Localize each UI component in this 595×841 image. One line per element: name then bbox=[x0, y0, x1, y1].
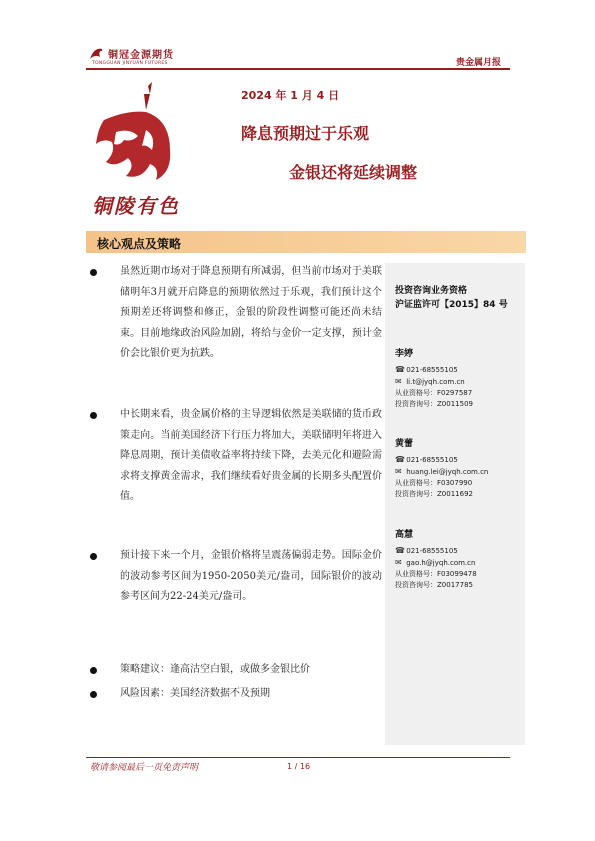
bullet-dot bbox=[90, 553, 97, 560]
report-type: 贵金属月报 bbox=[456, 58, 502, 68]
analyst-qualification-no: 从业资格号：F03099478 bbox=[395, 570, 477, 578]
analyst-phone: 021-68555105 bbox=[406, 366, 458, 374]
header-divider bbox=[86, 68, 510, 70]
analyst-name: 黄蕾 bbox=[395, 439, 414, 449]
analyst-qualification-no: 从业资格号：F0297587 bbox=[395, 389, 473, 397]
analyst-email[interactable]: li.t@jyqh.com.cn bbox=[406, 378, 465, 386]
analyst-email[interactable]: huang.lei@jyqh.com.cn bbox=[406, 468, 489, 476]
qualification-license: 沪证监许可【2015】84 号 bbox=[395, 300, 508, 310]
phone-icon: ☎ bbox=[395, 365, 405, 374]
email-icon: ✉ bbox=[395, 467, 402, 476]
company-logo bbox=[88, 44, 188, 68]
bullet-dot bbox=[90, 412, 97, 419]
logo-subtitle: TONGGUAN JINYUAN FUTURES bbox=[92, 61, 168, 66]
bullet-dot bbox=[90, 667, 97, 674]
page-number: 1 / 16 bbox=[287, 762, 311, 771]
analyst-invest-no: 投资咨询号：Z0017785 bbox=[395, 581, 473, 589]
email-icon: ✉ bbox=[395, 377, 402, 386]
brand-calligraphy: 铜陵有色 bbox=[92, 194, 180, 218]
bullet-dot bbox=[90, 269, 97, 276]
analyst-phone: 021-68555105 bbox=[406, 456, 458, 464]
analyst-qualification-no: 从业资格号：F0307990 bbox=[395, 479, 473, 487]
logo-text: 铜冠金源期货 bbox=[108, 50, 174, 61]
phone-icon: ☎ bbox=[395, 546, 405, 555]
analyst-name: 李婷 bbox=[395, 349, 414, 359]
qualification-title: 投资咨询业务资格 bbox=[395, 286, 468, 296]
analyst-card bbox=[395, 527, 477, 591]
analyst-name: 高慧 bbox=[395, 530, 414, 540]
bullet-dot bbox=[90, 691, 97, 698]
analyst-invest-no: 投资咨询号：Z0011692 bbox=[395, 490, 473, 498]
brand-artwork bbox=[86, 80, 196, 230]
bullet-text: 预计接下来一个月，金银价格将呈震荡偏弱走势。国际金价的波动参考区间为1950-2050美元/盎司，国际银价的波动参考区间为22-24美元/盎司。 bbox=[120, 550, 382, 603]
report-title-line2: 金银还将延续调整 bbox=[289, 163, 418, 182]
analyst-sidebar bbox=[385, 263, 525, 745]
section-title: 核心观点及策略 bbox=[97, 237, 182, 251]
bullet-text: 风险因素：美国经济数据不及预期 bbox=[120, 688, 270, 699]
analyst-phone: 021-68555105 bbox=[406, 547, 458, 555]
analyst-card bbox=[395, 346, 473, 410]
analyst-invest-no: 投资咨询号：Z0011509 bbox=[395, 400, 473, 408]
analyst-email[interactable]: gao.h@jyqh.com.cn bbox=[406, 559, 476, 567]
email-icon: ✉ bbox=[395, 558, 402, 567]
report-date: 2024 年 1 月 4 日 bbox=[241, 89, 340, 102]
footer-divider bbox=[86, 757, 510, 758]
analyst-card bbox=[395, 436, 488, 500]
phone-icon: ☎ bbox=[395, 455, 405, 464]
footer-disclaimer[interactable]: 敬请参阅最后一页免责声明 bbox=[90, 763, 199, 773]
report-title-line1: 降息预期过于乐观 bbox=[241, 124, 370, 143]
bullet-text: 中长期来看，贵金属价格的主导逻辑依然是美联储的货币政策走向。当前美国经济下行压力将加大，美联储明年将进入降息周期，预计美债收益率将持续下降，去美元化和避险需求将支撑黄金需求，我们继续看好贵金属的长期多头配置价值。 bbox=[120, 409, 382, 503]
bullet-text: 虽然近期市场对于降息预期有所减弱，但当前市场对于美联储明年3月就开启降息的预期依然过于乐观，我们预计这个预期差还将调整和修正，金银的阶段性调整可能还尚未结束。目前地缘政治风险加剧，将给与金价一定支撑，预计金价会比银价更为抗跌。 bbox=[120, 266, 382, 360]
bullet-text: 策略建议：逢高沽空白银，或做多金银比价 bbox=[120, 664, 310, 675]
